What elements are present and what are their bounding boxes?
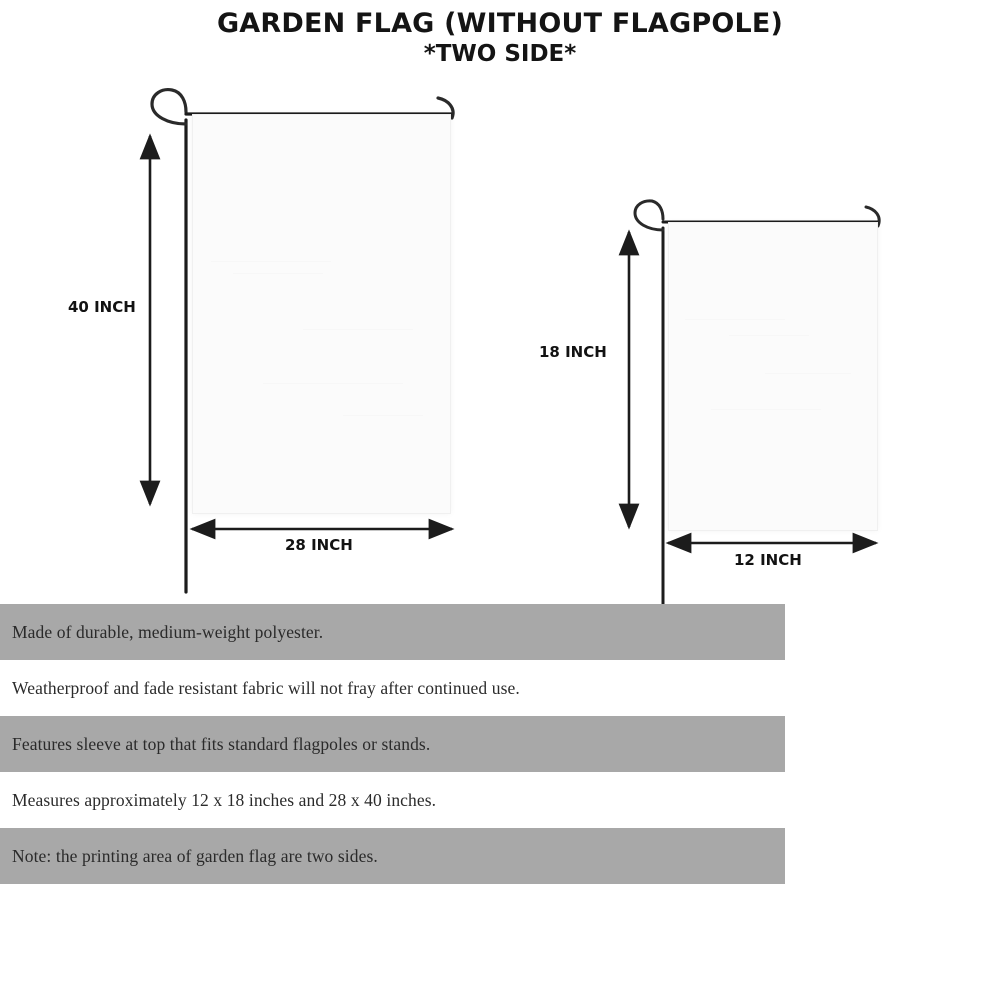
feature-text: Note: the printing area of garden flag are two sides. — [12, 845, 378, 866]
small-flag-height-label: 18 INCH — [539, 343, 607, 361]
feature-text: Made of durable, medium-weight polyester. — [12, 621, 324, 642]
large-flag-width-label: 28 INCH — [285, 536, 353, 554]
cloth-texture-small — [669, 223, 877, 530]
list-item — [0, 772, 785, 828]
feature-list — [0, 604, 785, 884]
small-flag-width-label: 12 INCH — [734, 551, 802, 569]
feature-text: Measures approximately 12 x 18 inches and 28 x 40 inches. — [12, 789, 437, 810]
title-line-primary: GARDEN FLAG (WITHOUT FLAGPOLE) — [216, 8, 784, 39]
small-flag-cloth — [668, 222, 878, 531]
list-item — [0, 716, 785, 772]
list-item — [0, 828, 785, 884]
feature-text: Features sleeve at top that fits standard flagpoles or stands. — [12, 733, 431, 754]
cloth-texture-large — [193, 115, 450, 513]
list-item — [0, 660, 785, 716]
feature-text: Weatherproof and fade resistant fabric will not fray after continued use. — [12, 677, 520, 698]
list-item — [0, 604, 785, 660]
large-flag-cloth — [192, 114, 451, 514]
title-line-secondary: *TWO SIDE* — [423, 41, 577, 68]
large-flag-height-label: 40 INCH — [68, 298, 136, 316]
